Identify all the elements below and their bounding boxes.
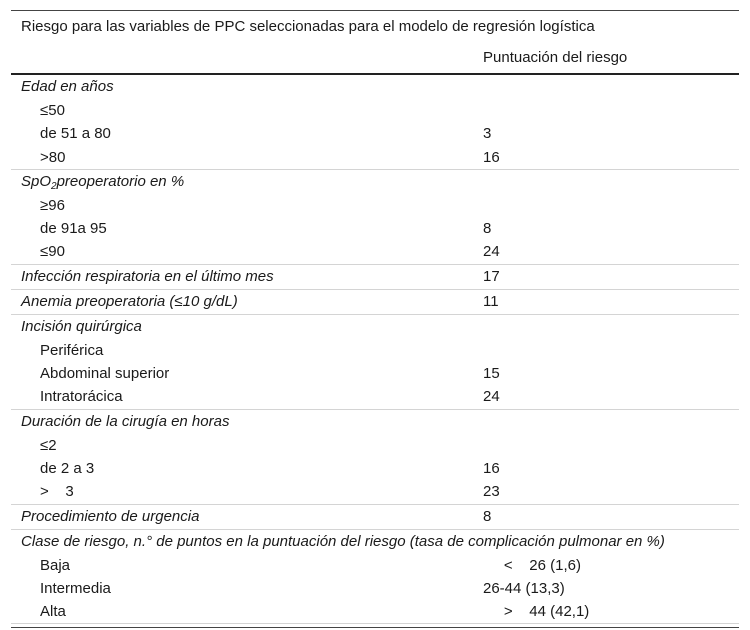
- table-row: [11, 339, 739, 362]
- variable-group-urgency: [11, 505, 739, 530]
- table-row: [11, 410, 739, 434]
- variable-label-tail: preoperatorio en %: [56, 172, 185, 190]
- category-label: >80: [40, 148, 66, 166]
- variable-label: [21, 170, 184, 194]
- category-label: Baja: [40, 556, 71, 574]
- category-label: ≤2: [40, 436, 57, 454]
- variable-label: Procedimiento de urgencia: [21, 507, 200, 525]
- variable-group-infection: [11, 265, 739, 290]
- category-label: Alta: [40, 603, 66, 621]
- table-row: [11, 315, 739, 339]
- table-bottom-rule: [11, 627, 739, 628]
- table-row: [11, 240, 739, 263]
- category-label: Abdominal superior: [40, 365, 170, 383]
- table-row: [11, 554, 739, 577]
- table-row: [11, 217, 739, 240]
- category-label: ≤90: [40, 243, 65, 261]
- variable-group-incision: [11, 315, 739, 410]
- variable-label: Anemia preoperatoria (≤10 g/dL): [21, 292, 238, 310]
- score-value: 15: [483, 365, 500, 383]
- variable-label: Duración de la cirugía en horas: [21, 412, 230, 430]
- table-row: [11, 577, 739, 600]
- table-caption: Riesgo para las variables de PPC seleccionadas para el modelo de regresión logística: [21, 18, 595, 35]
- category-label: Intermedia: [40, 579, 111, 597]
- variable-label: Incisión quirúrgica: [21, 317, 142, 335]
- variable-group-risk-class: [11, 530, 739, 625]
- table-row: [11, 194, 739, 217]
- table-row: [11, 75, 739, 99]
- score-value: 3: [483, 125, 492, 143]
- variable-label: Edad en años: [21, 78, 114, 95]
- score-value: 23: [483, 483, 500, 501]
- risk-table: [11, 10, 739, 628]
- table-row: [11, 146, 739, 169]
- variable-label: Infección respiratoria en el último mes: [21, 267, 274, 285]
- score-value: 8: [483, 220, 492, 238]
- score-value: 26-44 (13,3): [483, 579, 565, 597]
- table-row: [11, 457, 739, 480]
- category-label: de 2 a 3: [40, 459, 95, 477]
- variable-label-subscript: 2: [51, 180, 57, 192]
- table-row: [11, 170, 739, 194]
- table-row: [11, 505, 739, 529]
- score-value: < 26 (1,6): [483, 556, 581, 574]
- table-row: [11, 122, 739, 145]
- score-value: 8: [483, 507, 492, 525]
- score-value: 24: [483, 243, 500, 261]
- table-row: [11, 385, 739, 408]
- score-column-header: Puntuación del riesgo: [483, 49, 628, 66]
- table-row: [11, 362, 739, 385]
- table-row: [11, 265, 739, 289]
- table-row: [11, 290, 739, 314]
- category-label: Intratorácica: [40, 388, 123, 406]
- category-label: ≥96: [40, 196, 65, 214]
- table-row: [11, 480, 739, 503]
- table-row: [11, 600, 739, 623]
- score-value: 16: [483, 459, 500, 477]
- table-header-row: [11, 43, 739, 73]
- category-label: > 3: [40, 483, 74, 501]
- score-value: > 44 (42,1): [483, 603, 590, 621]
- score-value: 16: [483, 148, 500, 166]
- category-label: de 51 a 80: [40, 125, 111, 143]
- variable-group-duration: [11, 410, 739, 505]
- category-label: Periférica: [40, 341, 104, 359]
- variable-group-spo2: [11, 170, 739, 265]
- variable-label-main: SpO: [21, 172, 52, 190]
- table-row: [11, 530, 739, 554]
- table-row: [11, 99, 739, 122]
- category-label: de 91a 95: [40, 220, 107, 238]
- variable-group-age: [11, 75, 739, 170]
- table-row: [11, 434, 739, 457]
- score-value: 24: [483, 388, 500, 406]
- score-value: 11: [483, 292, 499, 310]
- category-label: ≤50: [40, 102, 65, 119]
- variable-group-anemia: [11, 290, 739, 315]
- score-value: 17: [483, 267, 500, 285]
- variable-label: Clase de riesgo, n.° de puntos en la puntuación del riesgo (tasa de complicación pulmonar en %): [21, 532, 665, 550]
